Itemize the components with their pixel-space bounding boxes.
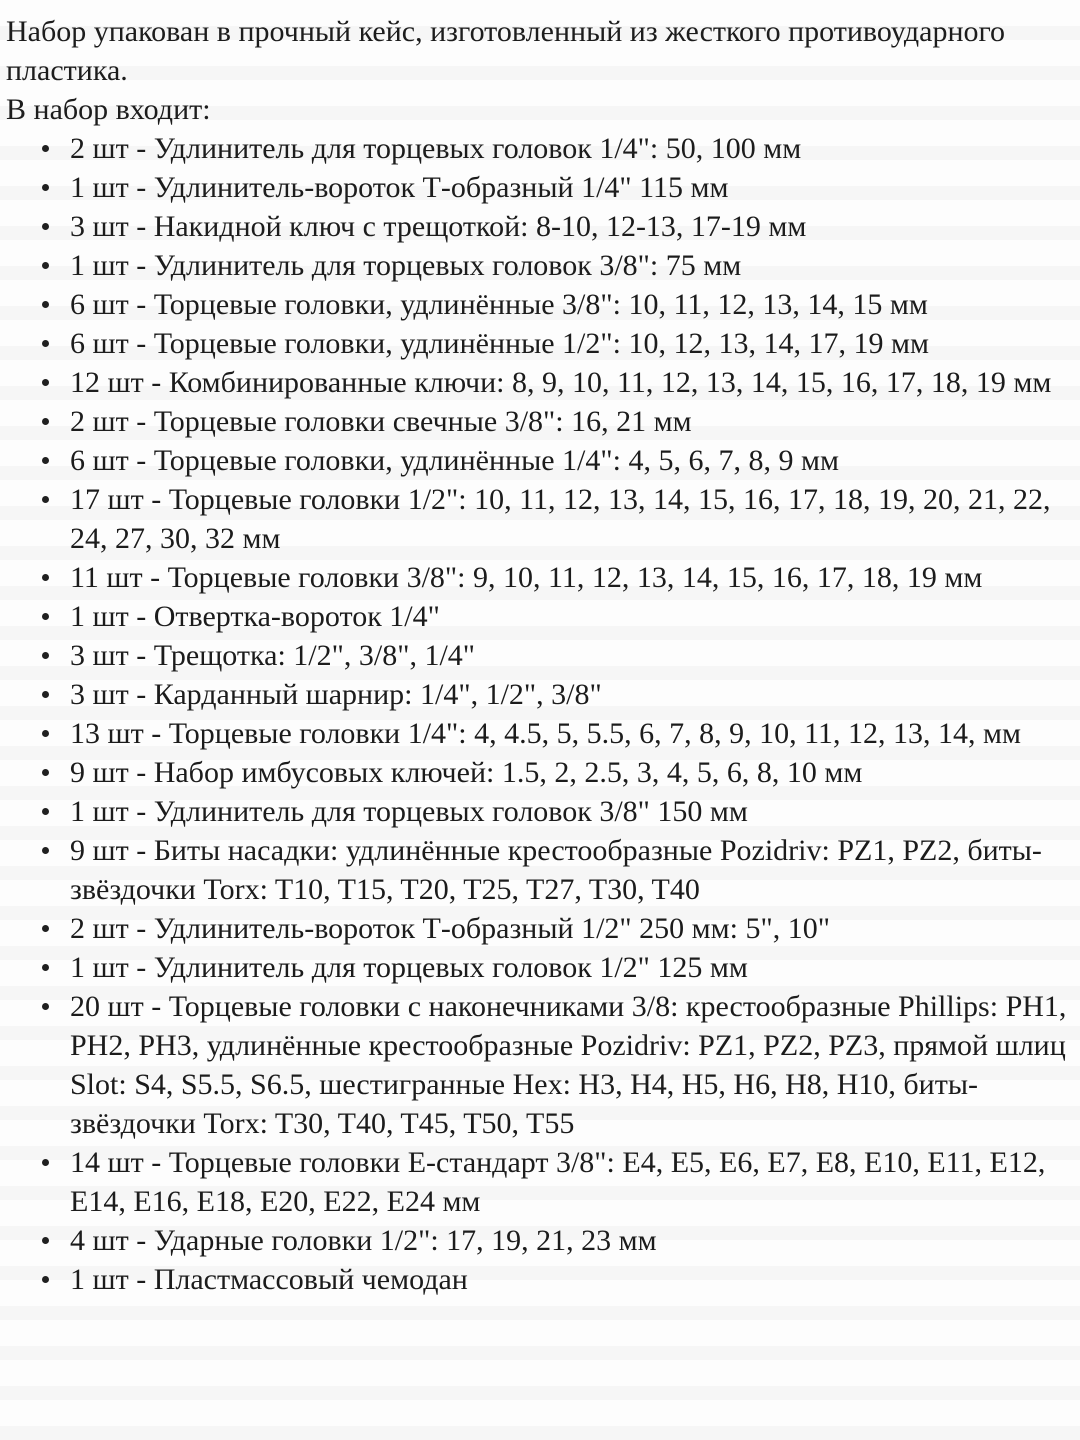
- bullet-dot-icon: [42, 379, 49, 386]
- list-item-text: 1 шт - Удлинитель для торцевых головок 3/8" 150 мм: [70, 795, 748, 828]
- list-item: [6, 1221, 1070, 1260]
- bullet-dot-icon: [42, 847, 49, 854]
- list-item-text: 2 шт - Удлинитель-вороток Т-образный 1/2" 250 мм: 5", 10": [70, 912, 830, 945]
- bullet-dot-icon: [42, 223, 49, 230]
- list-item-text: 14 шт - Торцевые головки Е-стандарт 3/8": E4, E5, E6, E7, E8, E10, E11, E12, E14, E16, E18, E20, E22, E24 мм: [70, 1146, 1046, 1218]
- bullet-dot-icon: [42, 1159, 49, 1166]
- bullet-dot-icon: [42, 496, 49, 503]
- list-item: [6, 246, 1070, 285]
- list-item: [6, 714, 1070, 753]
- bullet-dot-icon: [42, 184, 49, 191]
- list-item: [6, 831, 1070, 909]
- list-item-text: 3 шт - Трещотка: 1/2", 3/8", 1/4": [70, 639, 476, 672]
- bullet-dot-icon: [42, 691, 49, 698]
- list-item: [6, 402, 1070, 441]
- list-item-text: 6 шт - Торцевые головки, удлинённые 1/4": 4, 5, 6, 7, 8, 9 мм: [70, 444, 839, 477]
- bullet-dot-icon: [42, 1237, 49, 1244]
- list-item: [6, 987, 1070, 1143]
- list-item-text: 11 шт - Торцевые головки 3/8": 9, 10, 11, 12, 13, 14, 15, 16, 17, 18, 19 мм: [70, 561, 983, 594]
- list-item: [6, 792, 1070, 831]
- list-item: [6, 441, 1070, 480]
- list-item-text: 20 шт - Торцевые головки с наконечниками 3/8: крестообразные Phillips: PH1, PH2, PH3, удлинённые крестообразные Pozidriv: PZ1, PZ2, PZ3, прямой шлиц Slot: S4, S5.5, S6.5, шестигранные Hex: H3, H4, H5, H6, H8, H10, биты-звёздочки Torx: T30, T40, T45, T50, T55: [70, 990, 1067, 1140]
- list-item-text: 1 шт - Отвертка-вороток 1/4": [70, 600, 440, 633]
- bullet-dot-icon: [42, 808, 49, 815]
- list-item-text: 1 шт - Пластмассовый чемодан: [70, 1263, 468, 1296]
- list-item: [6, 1260, 1070, 1299]
- list-item-text: 3 шт - Накидной ключ с трещоткой: 8-10, 12-13, 17-19 мм: [70, 210, 807, 243]
- list-item-text: 17 шт - Торцевые головки 1/2": 10, 11, 12, 13, 14, 15, 16, 17, 18, 19, 20, 21, 22, 24, 27, 30, 32 мм: [70, 483, 1051, 555]
- list-item: [6, 675, 1070, 714]
- list-item-text: 2 шт - Удлинитель для торцевых головок 1/4": 50, 100 мм: [70, 132, 802, 165]
- bullet-dot-icon: [42, 730, 49, 737]
- list-item: [6, 753, 1070, 792]
- bullet-dot-icon: [42, 574, 49, 581]
- bullet-dot-icon: [42, 262, 49, 269]
- list-item-text: 12 шт - Комбинированные ключи: 8, 9, 10, 11, 12, 13, 14, 15, 16, 17, 18, 19 мм: [70, 366, 1052, 399]
- list-item: [6, 558, 1070, 597]
- bullet-dot-icon: [42, 769, 49, 776]
- list-item: [6, 168, 1070, 207]
- list-item-text: 9 шт - Набор имбусовых ключей: 1.5, 2, 2.5, 3, 4, 5, 6, 8, 10 мм: [70, 756, 863, 789]
- list-item: [6, 480, 1070, 558]
- list-item-text: 1 шт - Удлинитель-вороток Т-образный 1/4" 115 мм: [70, 171, 729, 204]
- list-item: [6, 597, 1070, 636]
- intro-paragraph: Набор упакован в прочный кейс, изготовленный из жесткого противоударного пластика.: [6, 15, 1006, 87]
- list-item-text: 1 шт - Удлинитель для торцевых головок 3/8": 75 мм: [70, 249, 742, 282]
- list-item: [6, 1143, 1070, 1221]
- list-item: [6, 324, 1070, 363]
- bullet-dot-icon: [42, 340, 49, 347]
- bullet-dot-icon: [42, 301, 49, 308]
- list-item: [6, 363, 1070, 402]
- list-item: [6, 909, 1070, 948]
- bullet-dot-icon: [42, 1276, 49, 1283]
- list-item: [6, 207, 1070, 246]
- list-item-text: 13 шт - Торцевые головки 1/4": 4, 4.5, 5, 5.5, 6, 7, 8, 9, 10, 11, 12, 13, 14, мм: [70, 717, 1021, 750]
- contents-list: [6, 129, 1070, 1299]
- list-item: [6, 129, 1070, 168]
- list-item-text: 4 шт - Ударные головки 1/2": 17, 19, 21, 23 мм: [70, 1224, 657, 1257]
- list-item-text: 1 шт - Удлинитель для торцевых головок 1/2" 125 мм: [70, 951, 748, 984]
- bullet-dot-icon: [42, 964, 49, 971]
- bullet-dot-icon: [42, 418, 49, 425]
- list-item-text: 6 шт - Торцевые головки, удлинённые 3/8": 10, 11, 12, 13, 14, 15 мм: [70, 288, 928, 321]
- bullet-dot-icon: [42, 925, 49, 932]
- list-item-text: 2 шт - Торцевые головки свечные 3/8": 16, 21 мм: [70, 405, 692, 438]
- bullet-dot-icon: [42, 652, 49, 659]
- list-item-text: 3 шт - Карданный шарнир: 1/4", 1/2", 3/8": [70, 678, 602, 711]
- bullet-dot-icon: [42, 1003, 49, 1010]
- bullet-dot-icon: [42, 145, 49, 152]
- bullet-dot-icon: [42, 613, 49, 620]
- list-item-text: 6 шт - Торцевые головки, удлинённые 1/2": 10, 12, 13, 14, 17, 19 мм: [70, 327, 929, 360]
- list-item-text: 9 шт - Биты насадки: удлинённые крестообразные Pozidriv: PZ1, PZ2, биты-звёздочки Torx: T10, T15, T20, T25, T27, T30, T40: [70, 834, 1042, 906]
- list-item: [6, 636, 1070, 675]
- list-item: [6, 285, 1070, 324]
- list-heading: В набор входит:: [6, 93, 211, 126]
- list-item: [6, 948, 1070, 987]
- bullet-dot-icon: [42, 457, 49, 464]
